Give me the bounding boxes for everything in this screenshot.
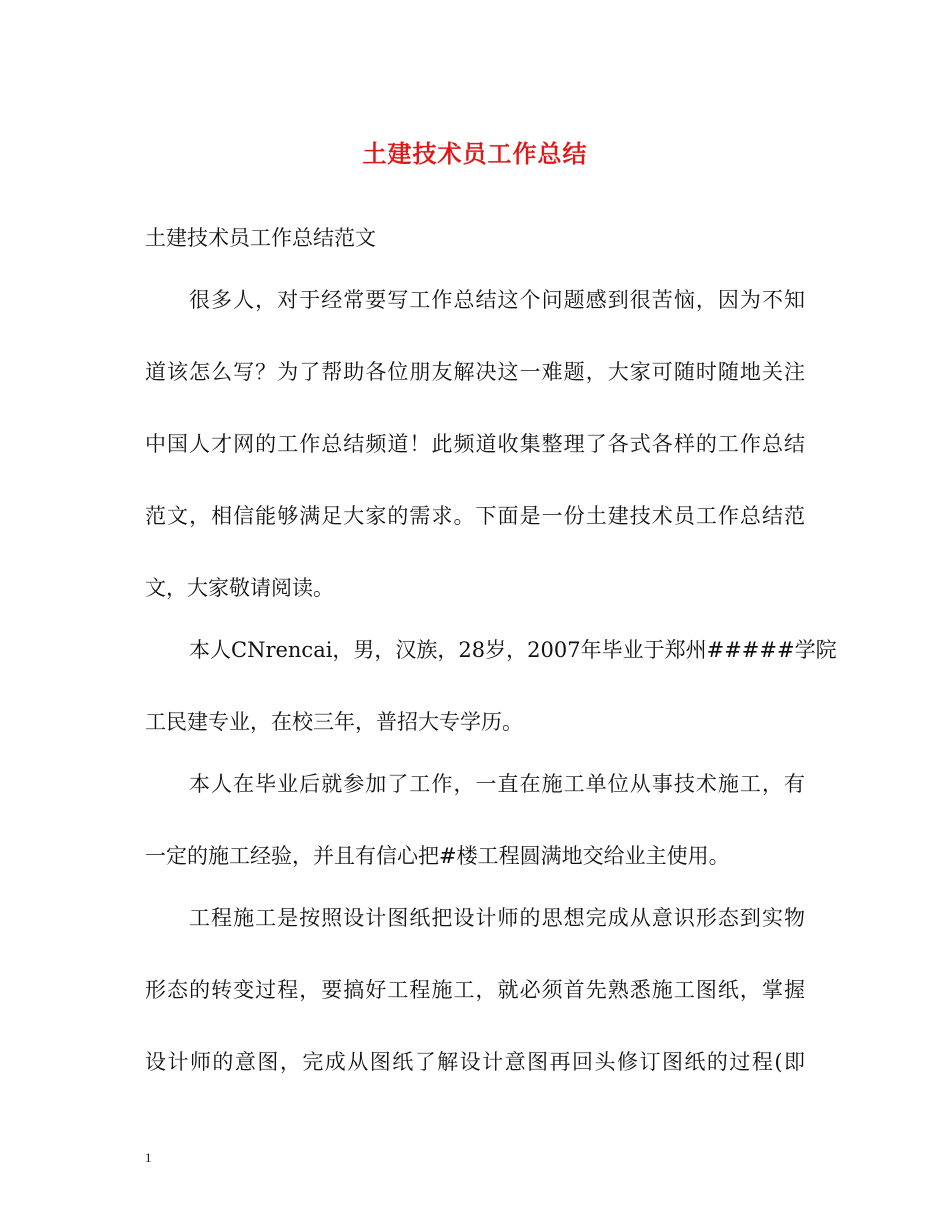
paragraph-2-line-2: 工民建专业，在校三年，普招大专学历。: [145, 710, 523, 734]
paragraph-1-line-2: 道该怎么写？为了帮助各位朋友解决这一难题，大家可随时随地关注: [145, 360, 805, 384]
paragraph-1-line-4: 范文，相信能够满足大家的需求。下面是一份土建技术员工作总结范: [145, 504, 805, 528]
paragraph-4-line-1: 工程施工是按照设计图纸把设计师的思想完成从意识形态到实物: [189, 906, 805, 930]
paragraph-4-line-3: 设计师的意图，完成从图纸了解设计意图再回头修订图纸的过程(即: [145, 1050, 805, 1074]
paragraph-1-line-1: 很多人，对于经常要写工作总结这个问题感到很苦恼，因为不知: [189, 288, 805, 312]
paragraph-4-line-2: 形态的转变过程，要搞好工程施工，就必须首先熟悉施工图纸，掌握: [145, 978, 805, 1002]
document-subtitle: 土建技术员工作总结范文: [145, 226, 376, 250]
paragraph-2-line-1: 本人CNrencai，男，汉族，28岁，2007年毕业于郑州#####学院: [189, 638, 837, 662]
paragraph-1-line-3: 中国人才网的工作总结频道！此频道收集整理了各式各样的工作总结: [145, 432, 805, 456]
page-number: 1: [145, 1150, 152, 1165]
paragraph-1-line-5: 文，大家敬请阅读。: [145, 576, 334, 600]
document-title: 土建技术员工作总结: [362, 139, 588, 168]
paragraph-3-line-1: 本人在毕业后就参加了工作，一直在施工单位从事技术施工，有: [189, 772, 805, 796]
paragraph-3-line-2: 一定的施工经验，并且有信心把#楼工程圆满地交给业主使用。: [145, 844, 730, 868]
